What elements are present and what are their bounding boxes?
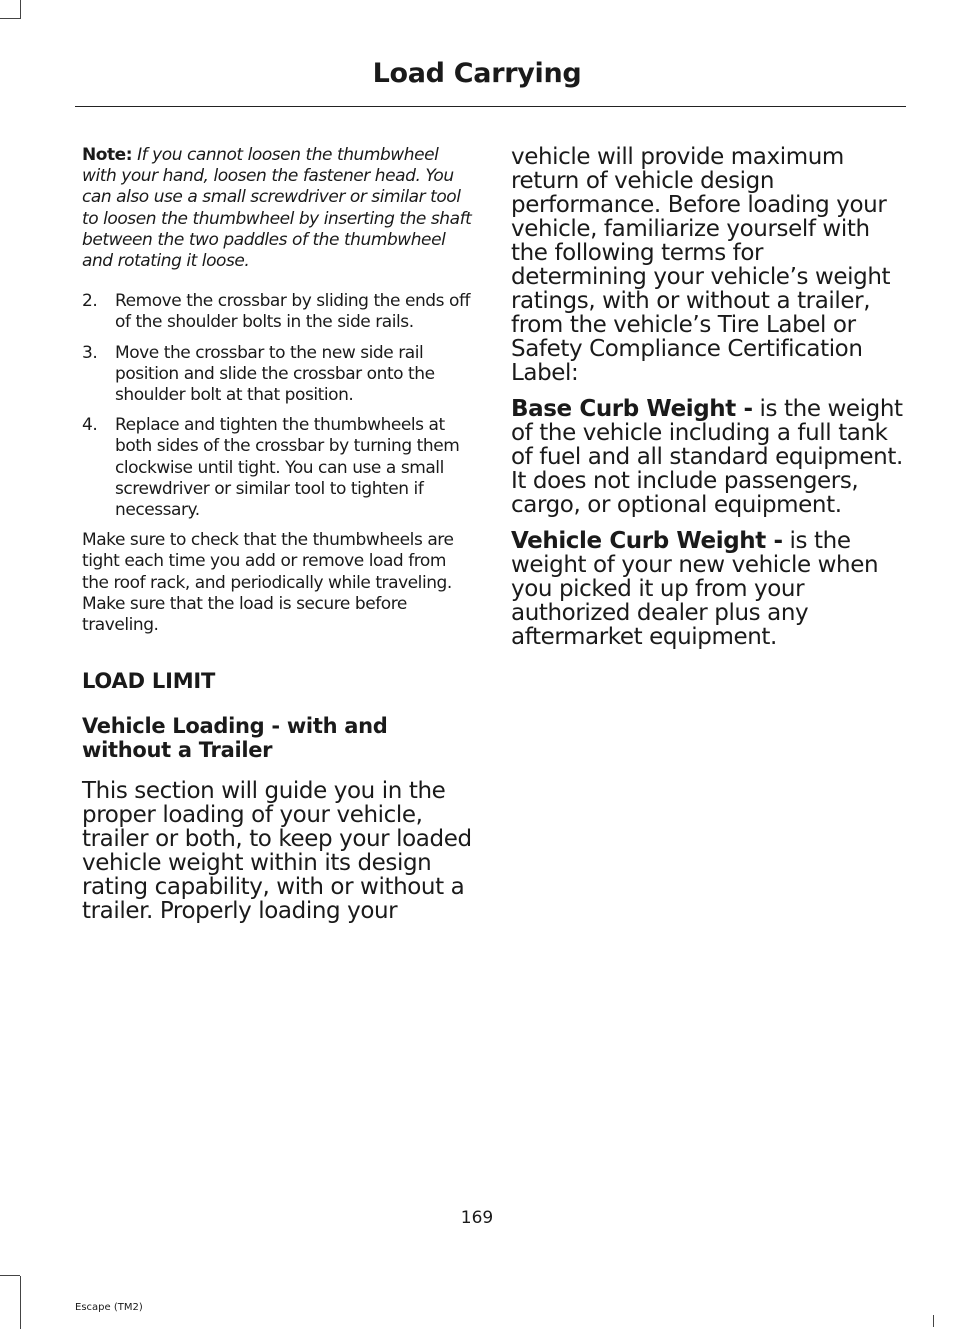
page-title: Load Carrying [372,58,582,89]
crop-mark [0,1275,20,1276]
page-number: 169 [460,1208,494,1228]
step-text: Replace and tighten the thumbwheels at both sides of the crossbar by turning them clockwise until tight. You can use a small screwdriver or similar tool to tighten if necessary. [115,415,460,521]
term-label: Vehicle Curb Weight - [511,528,783,554]
crop-mark [0,18,20,19]
step-number: 3. [82,342,98,363]
section-heading: LOAD LIMIT [82,669,216,694]
crop-mark [20,0,21,19]
term-label: Base Curb Weight - [511,396,753,422]
list-item [82,343,472,407]
step-text: Remove the crossbar by sliding the ends off of the shoulder bolts in the side rails. [115,291,471,333]
note-label: Note: [82,145,133,165]
list-item [82,415,472,521]
header-rule [75,106,906,107]
footer-label: Escape (TM2) [75,1302,143,1313]
continuation-paragraph: vehicle will provide maximum return of vehicle design performance. Before loading your vehicle, familiarize yourself with the following terms for determining your vehicle’s weight ratings, with or without a trailer, from the vehicle’s Tire Label or Safety Compliance Certification Label: [511,144,891,386]
subheading: Vehicle Loading - with and without a Trailer [82,714,388,763]
left-column [82,145,472,923]
step-number: 2. [82,291,98,312]
term-definition: is the weight of the vehicle including a full tank of fuel and all standard equipment. It does not include passengers, cargo, or optional equipment. [511,396,903,518]
crop-mark [20,1315,21,1327]
intro-paragraph: This section will guide you in the proper loading of your vehicle, trailer or both, to keep your loaded vehicle weight within its design rating capability, with or without a trailer. Properly loading your [82,778,472,925]
check-paragraph: Make sure to check that the thumbwheels are tight each time you add or remove load from the roof rack, and periodically while traveling. Make sure that the load is secure before traveling. [82,530,454,636]
note-text: If you cannot loosen the thumbwheel with your hand, loosen the fastener head. You can also use a small screwdriver or similar tool to loosen the thumbwheel by inserting the shaft between the two paddles of the thumbwheel and rotating it loose. [82,145,472,272]
right-column [511,145,903,649]
term-vehicle-curb-weight [511,529,903,649]
steps-list [82,291,472,521]
crop-mark [933,1315,934,1327]
term-definition: is the weight of your new vehicle when you picked it up from your authorized dealer plus any aftermarket equipment. [511,528,879,650]
list-item [82,291,472,333]
note [82,145,472,272]
step-text: Move the crossbar to the new side rail position and slide the crossbar onto the shoulder bolt at that position. [115,342,435,406]
term-base-curb-weight [511,397,903,517]
step-number: 4. [82,415,98,436]
